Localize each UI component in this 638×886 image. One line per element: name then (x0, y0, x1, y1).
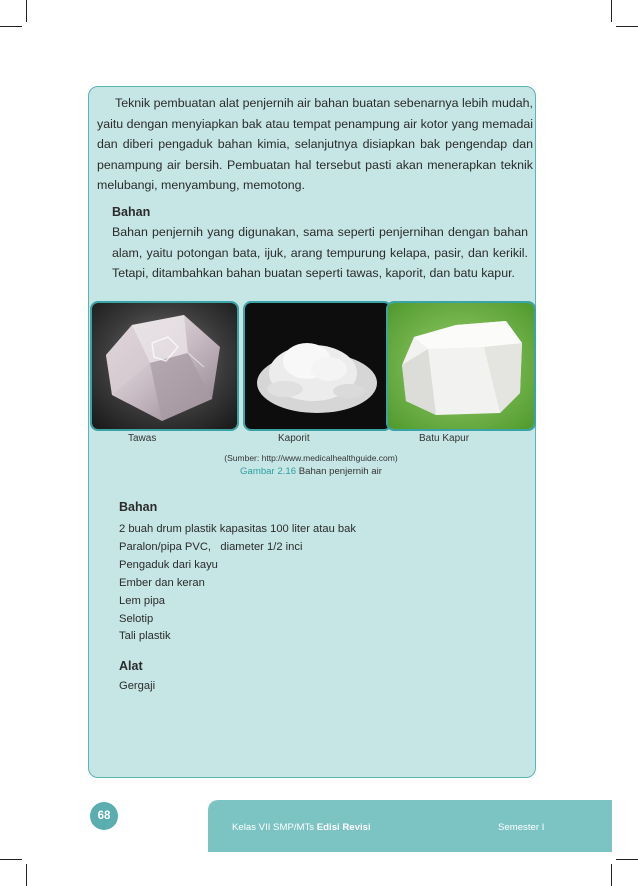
caption-tawas: Tawas (128, 433, 157, 444)
alat-section (119, 656, 155, 696)
list-item: Ember dan keran (119, 576, 205, 589)
list-item: 2 buah drum plastik kapasitas 100 liter atau bak (119, 523, 356, 535)
figure-title: Bahan penjernih air (298, 466, 382, 477)
bahan-paragraph: Bahan penjernih yang digunakan, sama seperti penjernihan dengan bahan alam, yaitu potongan bata, ijuk, arang tempurung kelapa, pasir, dan kerikil. Tetapi, ditambahkan bahan buatan seperti tawas, kaporit, dan batu kapur. (112, 225, 528, 281)
kaporit-photo (243, 301, 392, 431)
crop-mark (0, 26, 22, 27)
crop-mark (611, 0, 612, 22)
crop-mark (26, 864, 27, 886)
figure-label: Gambar 2.16 (240, 466, 297, 477)
figure-caption (88, 466, 534, 477)
crop-mark (0, 859, 22, 860)
list-item: Gergaji (119, 680, 156, 692)
bahan-heading: Bahan (112, 205, 151, 219)
bahan-list-section (119, 497, 519, 646)
page-number: 68 (90, 802, 118, 830)
footer-class (232, 822, 371, 833)
bahan-list (119, 521, 519, 646)
crop-mark (616, 859, 638, 860)
tawas-photo (90, 301, 239, 431)
batu-kapur-photo (386, 301, 536, 431)
footer-class-text: Kelas VII SMP/MTs (232, 822, 315, 833)
alat-heading: Alat (119, 659, 143, 673)
bahan-section-text (112, 202, 528, 284)
footer-semester: Semester I (498, 822, 545, 833)
list-item: Paralon/pipa PVC, diameter 1/2 inci (119, 540, 303, 553)
crop-mark (26, 0, 27, 22)
crop-mark (611, 864, 612, 886)
footer-edition: Edisi Revisi (316, 822, 371, 833)
bahan-list-heading: Bahan (119, 500, 158, 514)
intro-paragraph: Teknik pembuatan alat penjernih air bahan buatan sebenarnya lebih mudah, yaitu dengan menyiapkan bak atau tempat penampung air kotor yang memadai dan diberi pengaduk bahan kimia, selanjutnya disiapkan bak pengendap dan penampung air bersih. Pembuatan hal tersebut pasti akan menerapkan teknik melubangi, menyambung, memotong. (97, 96, 533, 193)
crop-mark (616, 26, 638, 27)
figure-source: (Sumber: http://www.medicalhealthguide.com) (224, 453, 398, 463)
list-item: Lem pipa (119, 594, 166, 607)
list-item: Tali plastik (119, 630, 171, 643)
alat-list (119, 678, 155, 696)
caption-kaporit: Kaporit (278, 433, 310, 444)
caption-batu-kapur: Batu Kapur (419, 433, 470, 444)
list-item: Selotip (119, 612, 154, 625)
list-item: Pengaduk dari kayu (119, 558, 218, 571)
